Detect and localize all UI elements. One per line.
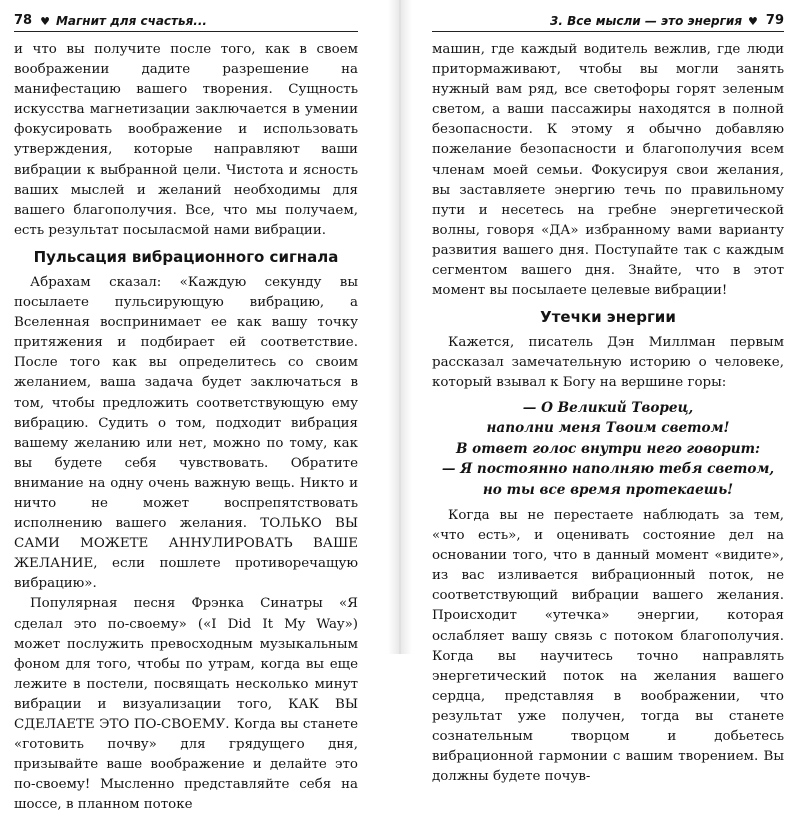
- paragraph: Когда вы не перестаете наблюдать за тем, «что есть», и оценивать состояние дел на основании того, что в данный момент «видите», из вас изливается вибрационный поток, не соответствующий вибрации вашего желания. Происходит «утечка» энергии, которая ослабляет вашу связь с потоком благополучия. Когда вы научитесь точно направлять энергетический поток на желания вашего сердца, представляя в воображении, что результат уже получен, тогда вы станете сознательным творцом и добьетесь вибрационной гармонии с вашим творением. Вы должны будете почув-: [432, 508, 784, 785]
- right-page-header: [432, 10, 784, 32]
- page-number: 79: [765, 13, 784, 28]
- quote-line: но ты все время протекаешь!: [482, 481, 734, 498]
- paragraph: Популярная песня Фрэнка Синатры «Я сделал это по-своему» («I Did It My Way») может послужить превосходным музыкальным фоном для того, чтобы по утрам, когда вы еще лежите в постели, посвящать несколько минут вибрации и визуализации того, КАК ВЫ СДЕЛАЕТЕ ЭТО ПО-СВОЕМУ. Когда вы станете «готовить почву» для грядущего дня, призывайте ваше воображение и делайте это по-своему! Мысленно представляйте себя на шоссе, в планном потоке: [14, 596, 358, 813]
- paragraph: и что вы получите после того, как в своем воображении дадите разрешение на манифестацию вашего творения. Сущность искусства магнетизации заключается в умении фокусировать воображение и использовать утверждения, которые направляют ваши вибрации к выбранной цели. Чистота и ясность ваших мыслей и желаний необходимы для вашего благополучия. Все, что мы получаем, есть результат посыласмой нами вибрации.: [14, 42, 358, 238]
- quote-block: [432, 398, 784, 501]
- quote-line: В ответ голос внутри него говорит:: [455, 440, 761, 457]
- page-number: 78: [14, 13, 33, 28]
- right-page-body: [432, 40, 784, 787]
- heart-icon: ♥: [40, 15, 50, 28]
- left-page-header: [14, 10, 358, 32]
- paragraph: Кажется, писатель Дэн Миллман первым рассказал замечательную историю о человеке, который взывал к Богу на вершине горы:: [432, 335, 784, 391]
- running-title: Магнит для счастья...: [55, 14, 207, 28]
- right-page: [412, 0, 800, 785]
- heart-icon: ♥: [748, 15, 758, 28]
- quote-line: наполни меня Твоим светом!: [486, 420, 730, 436]
- left-page: [0, 0, 388, 813]
- section-heading: Пульсация вибрационного сигнала: [33, 247, 339, 266]
- left-page-body: [14, 40, 358, 815]
- quote-line: — Я постоянно наполняю тебя светом,: [441, 461, 775, 477]
- book-gutter: [388, 0, 412, 654]
- section-heading: Утечки энергии: [540, 308, 676, 327]
- quote-line: — О Великий Творец,: [522, 399, 694, 416]
- paragraph: машин, где каждый водитель вежлив, где люди притормаживают, чтобы вы могли занять нужный вам ряд, все светофоры горят зеленым светом, а ваши пассажиры находятся в полной безопасности. К этому я обычно добавляю пожелание безопасности и благополучия всем членам моей семьи. Фокусируя свои желания, вы заставляете энергию течь по правильному пути и несетесь на гребне энергетической волны, говоря «ДА» избранному вами варианту развития вашего дня. Поступайте так с каждым сегментом вашего дня. Знайте, что в этот момент вы посылаете целевые вибрации!: [432, 42, 784, 299]
- paragraph: Абрахам сказал: «Каждую секунду вы посылаете пульсирующую вибрацию, а Вселенная воспринимает ее как вашу точку притяжения и подбирает ей соответствие. После того как вы определитесь со своим желанием, ваша задача будет заключаться в том, чтобы предложить соответствующую ему вибрацию. Судить о том, подходит вибрация вашему желанию или нет, можно по тому, как вы будете себя чувствовать. Обратите внимание на одну очень важную вещь. Никто и ничто не может воспрепятствовать исполнению вашего желания. ТОЛЬКО ВЫ САМИ МОЖЕТЕ АННУЛИРОВАТЬ ВАШЕ ЖЕЛАНИЕ, если пошлете противоречащую вибрацию».: [14, 274, 358, 592]
- running-title: 3. Все мысли — это энергия: [550, 14, 743, 28]
